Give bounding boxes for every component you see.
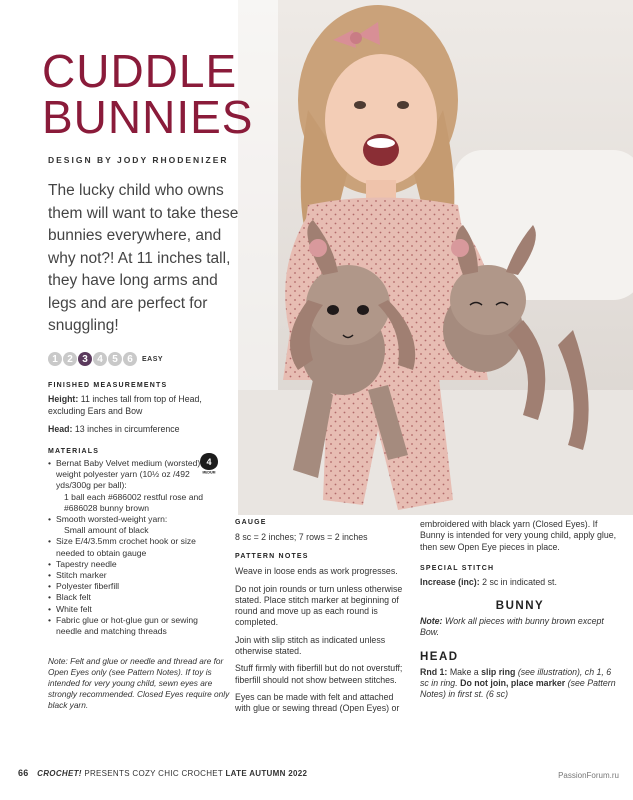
middle-column	[235, 519, 410, 721]
skill-level-1: 1	[48, 352, 62, 366]
right-column	[420, 519, 620, 701]
round-1-count: (6 sc)	[486, 689, 508, 700]
skill-level-6: 6	[123, 352, 137, 366]
bunny-note-text: Work all pieces with bunny brown except Bow.	[420, 616, 604, 638]
height-measurement	[48, 394, 238, 417]
slip-ring-term: slip ring	[481, 666, 516, 677]
head-text: 13 inches in circumference	[74, 424, 180, 434]
materials-note: Note: Felt and glue or needle and thread are for Open Eyes only (see Pattern Notes). If toy is intended for very young child, sewn eyes are strongly recommended. Closed Eyes require only black yarn.	[48, 656, 230, 710]
material-item: • Polyester fiberfill	[48, 581, 223, 592]
round-1-label: Rnd 1:	[420, 666, 448, 677]
material-item: • Tapestry needle	[48, 559, 223, 570]
special-stitch-heading: SPECIAL STITCH	[420, 564, 495, 572]
head-section-heading: HEAD	[420, 650, 459, 663]
pattern-note: Join with slip stitch as indicated unless otherwise stated.	[235, 634, 386, 657]
pattern-note: Stuff firmly with fiberfill but do not overstuff; fiberfill should not show between stitches.	[235, 663, 403, 685]
eyes-continued-text: embroidered with black yarn (Closed Eyes). If Bunny is intended for very young child, apply glue, then sew Open Eye pieces in place.	[420, 519, 617, 552]
material-item: • Bernat Baby Velvet medium (worsted) weight polyester yarn (10½ oz /492 yds/300g per ball):	[48, 458, 223, 492]
material-subitem: 1 ball each #686002 restful rose and #686028 bunny brown	[64, 491, 204, 513]
special-stitch-text	[420, 577, 620, 588]
designer-byline: DESIGN BY JODY RHODENIZER	[48, 155, 229, 165]
materials-list	[48, 458, 223, 637]
bunny-heading: BUNNY	[495, 600, 545, 613]
yarn-weight-number: 4	[206, 457, 212, 467]
page-footer	[18, 768, 307, 778]
title-line-2: BUNNIES	[42, 91, 254, 143]
gauge-heading: GAUGE	[235, 519, 267, 526]
page-title	[42, 45, 254, 143]
material-item: • Black felt	[48, 592, 223, 603]
page-number: 66	[18, 768, 29, 778]
increase-text: 2 sc in indicated st.	[482, 576, 557, 587]
skill-level-3-active: 3	[78, 352, 92, 366]
pattern-note: Weave in loose ends as work progresses.	[235, 566, 398, 577]
round-1-text-d: (see Pattern Notes) in first st.	[420, 678, 616, 700]
title-line-1: CUDDLE	[42, 45, 238, 97]
height-label: Height:	[48, 394, 79, 404]
material-subitem: Small amount of black	[64, 525, 149, 536]
finished-measurements-heading: FINISHED MEASUREMENTS	[48, 382, 168, 389]
materials-heading: MATERIALS	[48, 448, 100, 455]
material-item: • Smooth worsted-weight yarn:	[48, 514, 223, 525]
skill-level-2: 2	[63, 352, 77, 366]
yarn-weight-word: MEDIUM	[202, 470, 216, 474]
cover-photo	[238, 0, 633, 515]
pattern-note: Eyes can be made with felt and attached with glue or sewing thread (Open Eyes) or	[235, 691, 400, 714]
watermark: PassionForum.ru	[558, 771, 619, 780]
round-1-text-a: Make a	[449, 666, 479, 677]
pattern-note: Do not join rounds or turn unless otherwise stated. Place stitch marker at beginning of round and move up as each round is completed.	[235, 583, 403, 628]
issue-name: COZY CHIC CROCHET	[132, 769, 223, 778]
head-label: Head:	[48, 424, 73, 434]
photo-illustration	[238, 0, 633, 515]
material-item: • Size E/4/3.5mm crochet hook or size needed to obtain gauge	[48, 536, 223, 558]
gauge-text: 8 sc = 2 inches; 7 rows = 2 inches	[235, 532, 368, 542]
round-1-instructions	[420, 667, 620, 701]
intro-paragraph: The lucky child who owns them will want to take these bunnies everywhere, and why not?! At 11 inches tall, they have long arms and legs and are perfect for snuggling!	[48, 182, 239, 334]
increase-label: Increase (inc):	[420, 576, 480, 587]
head-measurement	[48, 424, 238, 436]
magazine-name: CROCHET!	[37, 769, 82, 778]
material-item: • Fabric glue or hot-glue gun or sewing needle and matching threads	[48, 615, 223, 637]
skill-level-label: EASY	[142, 355, 164, 363]
bunny-note-label: Note:	[420, 616, 443, 627]
presents-word: PRESENTS	[84, 769, 130, 778]
issue-date: LATE AUTUMN 2022	[225, 769, 308, 778]
skill-level-5: 5	[108, 352, 122, 366]
skill-level	[48, 352, 163, 366]
material-item: • White felt	[48, 604, 223, 615]
skill-level-4: 4	[93, 352, 107, 366]
bunny-note	[420, 616, 620, 639]
height-text: 11 inches tall from top of Head, excluding Ears and Bow	[48, 394, 202, 416]
pattern-notes-heading: PATTERN NOTES	[235, 553, 309, 561]
round-1-text-c: Do not join, place marker	[460, 678, 566, 689]
round-1-text-b: (see illustration), ch 1, 6 sc in ring.	[420, 666, 612, 689]
material-item: • Stitch marker	[48, 570, 223, 581]
